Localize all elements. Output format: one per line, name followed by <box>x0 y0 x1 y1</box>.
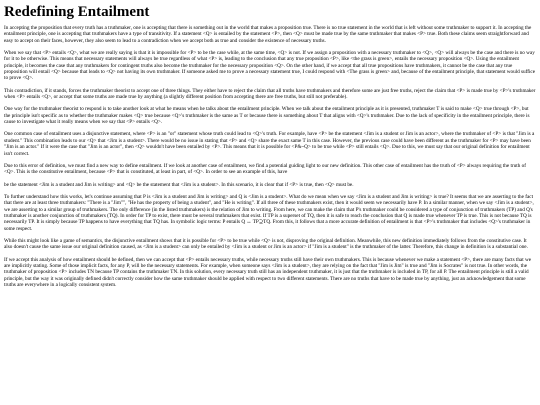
paragraph-10: If we accept this analysis of how entailment should be defined, then we can accept that <P> entails necessary truths, while necessary truths still have their own truthmakers. This is because whenever we make a statement <P>, there are many facts that we are implicitly stating. Some of those implicit facts, for any P, will be the necessary statements. For example, when someone says <Jim is a student>, they are relying on the fact that "Jim is Jim" is true and "Jim is Socrates" is not true. In other words, the truthmaker of proposition <P> includes TN because TP contains the truthmaker TN. In this solution, every necessary truth still has an independent truthmaker, it is just that the truthmaker is included in TP, for all P. The entailment principle is still a valid principle, but the way it was originally defined didn't correctly consider how the same truthmaker should be applied with respect to two different statements. There are no truths that have to be made true by anything, just an acknowledgement that some truths are everywhere in a logically consistent system. <box>4 256 532 288</box>
paragraph-8: To further understand how this works, let's continue assuming that P is <Jim is a student and Jim is writing> and Q is <Jim is a student>. What do we mean when we say <Jim is a student and Jim is writing> is true? It seems that we are asserting to the fact that there are at least three truthmakers: "There is a "Jim"", "He has the property of being a student", and "He is writing". If all three of these truthmakers exist, then it would seem we necessarily have P. In a similar manner, when we say <Jim is a student>, we are asserting to a similar group of truthmakers. The only difference (in the listed truthmakers) is the relation of Jim to writing. From here, we can make the claim that P's truthmaker could be considered a type of conjunction of truthmakers (TP) and Q's truthmaker is another conjunction of truthmakers (TQ). In order for TP to exist, there must be several truthmakers that exist. If TP is a superset of TQ, then it is safe to reach the conclusion that Q is made true whenever TP is true. This is not because TQ is necessarily TP. It is simply because TP happens to have everything that TQ has. In symbolic logic terms: P entails Q ↔ TP⊇TQ. From this, it follows that a more accurate definition of entailment is that <P>'s truthmaker that includes <Q>'s truthmaker in some respect. <box>4 193 534 232</box>
paragraph-2: When we say that <P> entails <Q>, what we are really saying is that it is impossible for <P> to be the case while, at the same time, <Q> is not. If we assign a proposition with a necessary truthmaker to <Q>, <Q> will always be the case and there is no way for it to be otherwise. This means that necessary statements will always be true regardless of what <P> is, leading to the conclusion that any true proposition <P>, like <the grass is green>, entails the necessary proposition <Q>. Using the entailment principle, it becomes the case that any truthmakers for contingent truths also become the truthmaker for the necessary proposition <Q>. On the other hand, if we accept that all true propositions have truthmakers, it cannot be the case that any true proposition will entail <Q> because that leads to <Q> not having its own truthmaker. If someone asked me to prove a necessary statement true, I could respond with <The grass is green> and, because of the entailment principle, that statement would suffice to prove <Q>. <box>4 50 536 82</box>
paragraph-7: be the statement <Jim is a student and Jim is writing> and <Q> be the statement that <Jim is a student>. In this scenario, it is clear that if <P> is true, then <Q> must be. <box>4 181 354 188</box>
paragraph-4: One way for the truthmaker theorist to respond is to take another look at what he means when he talks about the entailment principle. When we talk about the entailment principle as it is presented, truthmaker T is said to make <Q> true through <P>, but the principle isn't specific as to whether the truthmaker makes <Q> true because <Q>'s truthmaker is the same as T or because there is something about T that aligns with <Q>'s truthmaker. Due to the lack of specificity in the entailment principle, there is cause to investigate what it really means when we say that <P> entails <Q>. <box>4 106 530 126</box>
paragraph-1: In accepting the proposition that every truth has a truthmaker, one is accepting that there is something out in the world that makes a proposition true. There is no true statement in the world that is left without some truthmaker to support it. In accepting the entailment principle, one is accepting that truthmakers have a type of transitivity. If a statement <Q> is entailed by the statement <P>, then <Q> must be made true by the same truthmaker that makes <P> true. Both these claims seem straightforward and easy to accept on their faces, however, they also seem to lead to a contradiction when we accept both as true and consider the existence of necessary truths. <box>4 25 532 44</box>
page-title: Redefining Entailment <box>4 4 150 20</box>
paragraph-9: While this might look like a game of semantics, the disjunctive entailment shows that it is possible for <P> to be true while <Q> is not, disproving the original definition. Meanwhile, this new definition immediately follows from the constitutive case. It also doesn't cause the same issue our original definition caused, as <Jim is a student> can only be entailed by <Jim is a student or Jim is an actor> if "Jim is a student" is the truthmaker of the latter. Therefore, this change in definition is a substantial one. <box>4 237 528 251</box>
paragraph-6: Due to this error of definition, we must find a new way to define entailment. If we look at another case of entailment, we find a potential guiding light to our new definition. This other case of entailment has the truth of <P> always requiring the truth of <Q>. This is the constitutive entailment, because <P> that is constituted, at least in part, of <Q>. In order to see an example of this, have <box>4 162 526 176</box>
paragraph-5: One common case of entailment uses a disjunctive statement, where <P> is an "or" statement whose truth could lead to <Q>'s truth. For example, have <P> be the statement <Jim is a student or Jim is an actor>, where the truthmaker of <P> is that "Jim is a student." This combination leads to our <Q> that <Jim is a student>. There would be no issue in stating that <P> and <Q> share the exact same T in this case. However, the previous case could have been different as the truthmaker for <P> may have been "Jim is an actor." If it were the case that "Jim is an actor", then <Q> wouldn't have been entailed by <P>. This means that it is possible for <P&~Q> to be true while <P> still entails <Q>. Due to this, we must say that our original definition for entailment isn't correct. <box>4 131 535 157</box>
paragraph-3: This contradiction, if it stands, forces the truthmaker theorist to accept one of three things. They either have to reject the claim that all truths have truthmakers and therefore some are just free truths, reject the claim that <P> is made true by <P>'s truthmaker when <P> entails <Q>, or accept that some truths are made true by anything (a slightly different position from accepting there are free truths, but still not preferable). <box>4 87 536 101</box>
